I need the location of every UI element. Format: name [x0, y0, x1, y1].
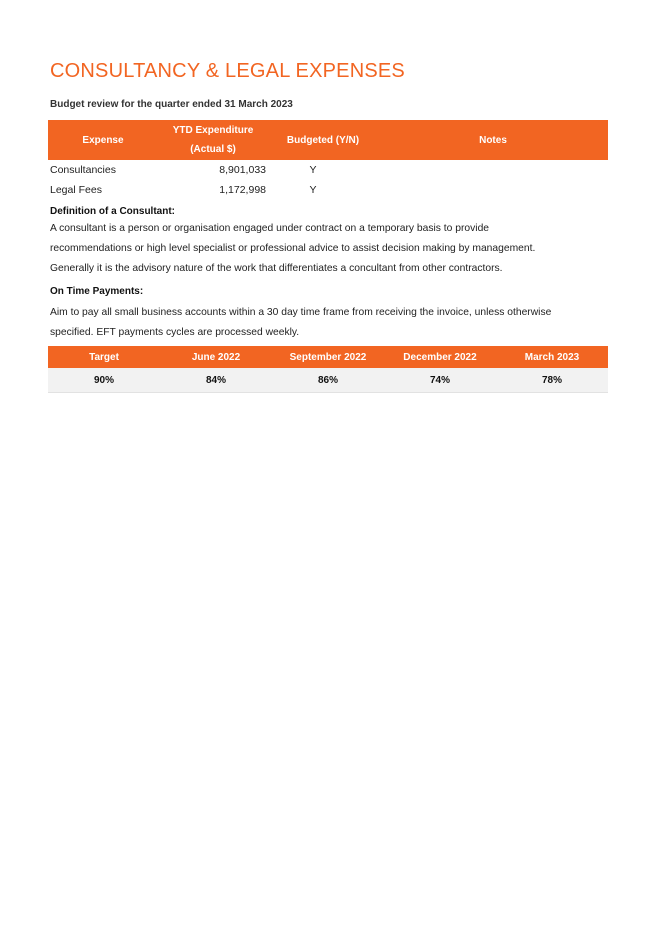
ytd-header-line1: YTD Expenditure [172, 125, 254, 136]
ytd-cell: 1,172,998 [219, 184, 266, 196]
expense-table [48, 120, 608, 200]
expense-cell: Legal Fees [50, 184, 102, 196]
ytd-header-line2: (Actual $) [190, 144, 236, 155]
june-2022-value: 84% [160, 368, 272, 393]
on-time-payments-table [48, 346, 608, 393]
ytd-expenditure-header [158, 120, 268, 160]
on-time-line: specified. EFT payments cycles are processed weekly. [50, 327, 300, 338]
table-row [48, 180, 608, 200]
page-title: CONSULTANCY & LEGAL EXPENSES [50, 60, 405, 82]
on-time-payments-heading: On Time Payments: [50, 286, 144, 297]
definition-heading: Definition of a Consultant: [50, 206, 175, 217]
expense-table-header-row [48, 120, 608, 160]
march-2023-value: 78% [496, 368, 608, 393]
september-2022-value: 86% [272, 368, 384, 393]
budgeted-header: Budgeted (Y/N) [268, 120, 378, 160]
definition-line: Generally it is the advisory nature of the work that differentiates a concultant from other contractors. [50, 263, 503, 274]
budgeted-cell: Y [309, 184, 317, 196]
ytd-cell: 8,901,033 [219, 164, 266, 176]
expense-header: Expense [48, 120, 158, 160]
december-2022-value: 74% [384, 368, 496, 393]
otp-values-row [48, 368, 608, 393]
notes-cell [378, 180, 608, 200]
table-row [48, 160, 608, 180]
budgeted-cell: Y [309, 164, 317, 176]
september-2022-header: September 2022 [272, 346, 384, 368]
on-time-payments-paragraph [50, 303, 610, 343]
notes-header: Notes [378, 120, 608, 160]
march-2023-header: March 2023 [496, 346, 608, 368]
december-2022-header: December 2022 [384, 346, 496, 368]
expense-cell: Consultancies [50, 164, 116, 176]
page-subtitle: Budget review for the quarter ended 31 March 2023 [50, 99, 293, 110]
target-value: 90% [48, 368, 160, 393]
definition-paragraph [50, 219, 610, 279]
target-header: Target [48, 346, 160, 368]
june-2022-header: June 2022 [160, 346, 272, 368]
otp-header-row [48, 346, 608, 368]
definition-line: recommendations or high level specialist or professional advice to assist decision making by management. [50, 243, 536, 254]
on-time-line: Aim to pay all small business accounts within a 30 day time frame from receiving the invoice, unless otherwise [50, 307, 552, 318]
notes-cell [378, 160, 608, 180]
definition-line: A consultant is a person or organisation engaged under contract on a temporary basis to provide [50, 223, 490, 234]
